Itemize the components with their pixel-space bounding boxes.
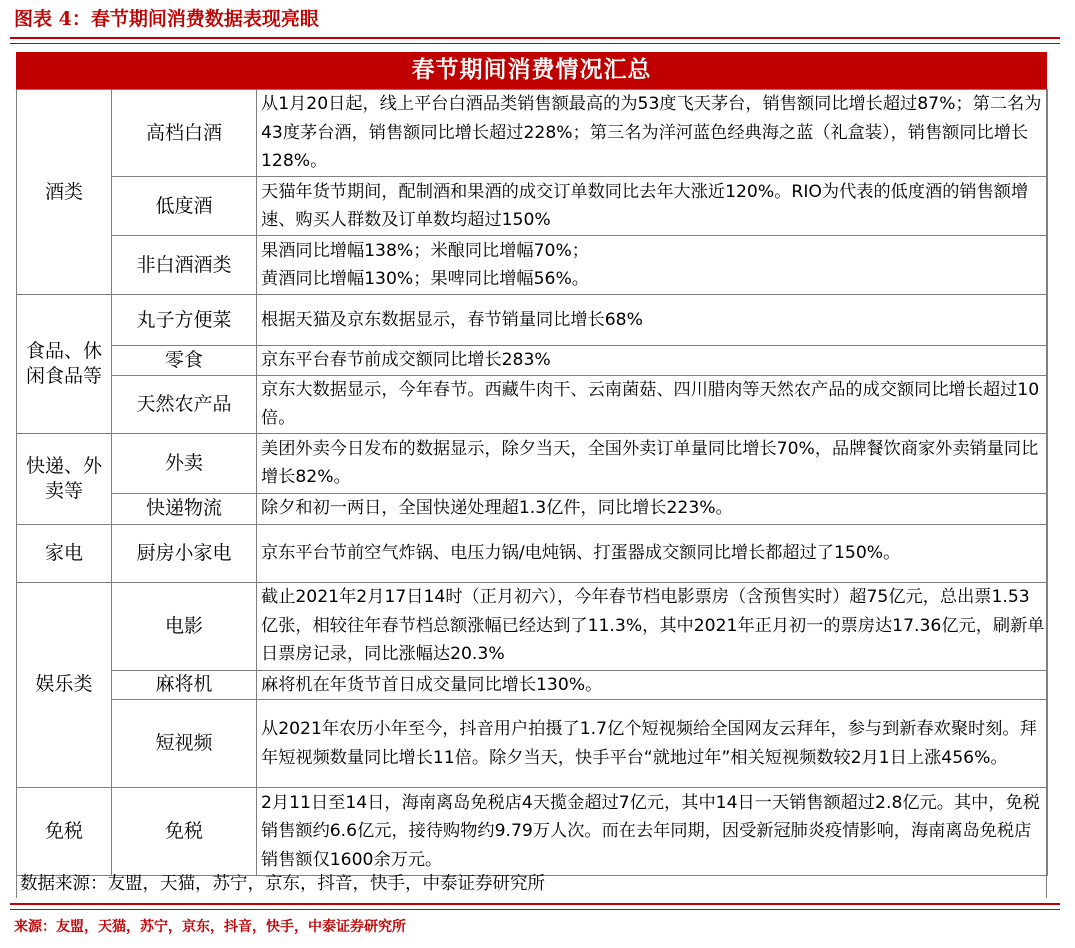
footer-source: 来源：友盟，天猫，苏宁，京东，抖音，快手，中泰证券研究所 [14, 919, 406, 935]
table-row [17, 788, 1048, 876]
subcategory-cell: 短视频 [112, 700, 257, 788]
description-cell: 麻将机在年货节首日成交量同比增长130%。 [257, 670, 1048, 700]
category-cell: 家电 [17, 524, 112, 582]
table-row [17, 582, 1048, 670]
description-line: 果酒同比增幅138%；米酿同比增幅70%； [261, 240, 589, 261]
consumption-table [16, 89, 1048, 876]
subcategory-cell: 非白酒酒类 [112, 236, 257, 295]
subcategory-cell: 外卖 [112, 433, 257, 493]
subcategory-cell: 天然农产品 [112, 375, 257, 433]
category-cell: 酒类 [17, 90, 112, 295]
table-row [17, 177, 1048, 236]
table-title: 春节期间消费情况汇总 [16, 52, 1047, 89]
description-cell: 京东平台春节前成交额同比增长283% [257, 346, 1048, 376]
description-cell: 天猫年货节期间，配制酒和果酒的成交订单数同比去年大涨近120%。RIO为代表的低度酒的销售额增速、购买人群数及订单数均超过150% [257, 177, 1048, 236]
figure-title: 图表 4：春节期间消费数据表现亮眼 [14, 8, 319, 30]
subcategory-cell: 电影 [112, 582, 257, 670]
table-row [17, 375, 1048, 433]
table-row [17, 524, 1048, 582]
description-cell: 京东大数据显示，今年春节。西藏牛肉干、云南菌菇、四川腊肉等天然农产品的成交额同比增长超过10倍。 [257, 375, 1048, 433]
description-cell: 京东平台节前空气炸锅、电压力锅/电炖锅、打蛋器成交额同比增长都超过了150%。 [257, 524, 1048, 582]
subcategory-cell: 厨房小家电 [112, 524, 257, 582]
description-cell: 根据天猫及京东数据显示，春节销量同比增长68% [257, 295, 1048, 346]
subcategory-cell: 免税 [112, 788, 257, 876]
description-cell: 从2021年农历小年至今，抖音用户拍摄了1.7亿个短视频给全国网友云拜年，参与到新春欢聚时刻。拜年短视频数量同比增长11倍。除夕当天，快手平台“就地过年”相关短视频数较2月1日上涨456%。 [257, 700, 1048, 788]
footer-rule [10, 903, 1060, 905]
description-line: 黄酒同比增幅130%；果啤同比增幅56%。 [261, 269, 589, 289]
subcategory-cell: 丸子方便菜 [112, 295, 257, 346]
description-cell: 除夕和初一两日，全国快递处理超1.3亿件，同比增长223%。 [257, 493, 1048, 524]
subcategory-cell: 高档白酒 [112, 90, 257, 177]
description-cell: 美团外卖今日发布的数据显示，除夕当天，全国外卖订单量同比增长70%，品牌餐饮商家外卖销量同比增长82%。 [257, 433, 1048, 493]
subcategory-cell: 低度酒 [112, 177, 257, 236]
header-rule [10, 37, 1060, 39]
table-row [17, 493, 1048, 524]
description-cell [257, 236, 1048, 295]
description-cell: 2月11日至14日，海南离岛免税店4天揽金超过7亿元，其中14日一天销售额超过2.8亿元。其中，免税销售额约6.6亿元，接待购物约9.79万人次。而在去年同期，因受新冠肺炎疫情影响，海南离岛免税店销售额仅1600余万元。 [257, 788, 1048, 876]
table-row [17, 295, 1048, 346]
footer-rule-thin [10, 909, 1060, 910]
data-source-note: 数据来源：友盟，天猫，苏宁，京东，抖音，快手，中泰证券研究所 [20, 874, 545, 894]
subcategory-cell: 快递物流 [112, 493, 257, 524]
category-cell: 快递、外卖等 [17, 433, 112, 524]
table-row [17, 90, 1048, 177]
description-cell: 截止2021年2月17日14时（正月初六），今年春节档电影票房（含预售实时）超75亿元，总出票1.53亿张，相较往年春节档总额涨幅已经达到了11.3%，其中2021年正月初一的票房达17.36亿元，刷新单日票房记录，同比涨幅达20.3% [257, 582, 1048, 670]
description-cell: 从1月20日起，线上平台白酒品类销售额最高的为53度飞天茅台，销售额同比增长超过87%；第二名为43度茅台酒，销售额同比增长超过228%；第三名为洋河蓝色经典海之蓝（礼盒装），销售额同比增长128%。 [257, 90, 1048, 177]
table-row [17, 346, 1048, 376]
subcategory-cell: 麻将机 [112, 670, 257, 700]
category-cell: 食品、休闲食品等 [17, 295, 112, 434]
table-row [17, 670, 1048, 700]
table-row [17, 236, 1048, 295]
category-cell: 娱乐类 [17, 582, 112, 788]
table-row [17, 700, 1048, 788]
header-rule-thin [10, 43, 1060, 44]
category-cell: 免税 [17, 788, 112, 876]
table-row [17, 433, 1048, 493]
subcategory-cell: 零食 [112, 346, 257, 376]
